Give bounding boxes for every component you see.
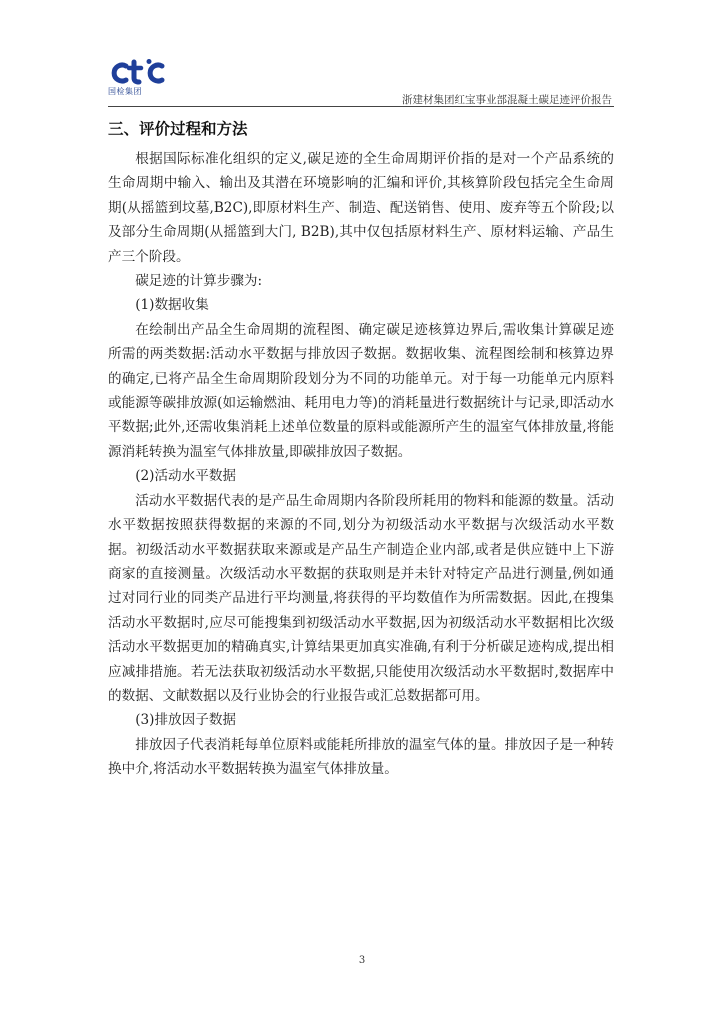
ctc-logo-icon — [108, 58, 170, 86]
document-body — [108, 117, 614, 782]
subheading-data-collection: (1)数据收集 — [135, 297, 209, 314]
report-title: 浙建材集团红宝事业部混凝土碳足迹评价报告 — [402, 94, 612, 106]
paragraph-definition: 根据国际标准化组织的定义,碳足迹的全生命周期评价指的是对一个产品系统的生命周期中输入、输出及其潜在环境影响的汇编和评价,其核算阶段包括完全生命周期(从摇篮到坟墓,B2C),即原材料生产、制造、配送销售、使用、废弃等五个阶段;以及部分生命周期(从摇篮到大门, B2B),其中仅包括原材料生产、原材料运输、产品生产三个阶段。 — [108, 151, 614, 265]
paragraph-activity-data: 活动水平数据代表的是产品生命周期内各阶段所耗用的物料和能源的数量。活动水平数据按照获得数据的来源的不同,划分为初级活动水平数据与次级活动水平数据。初级活动水平数据获取来源或是产品生产制造企业内部,或者是供应链中上下游商家的直接测量。次级活动水平数据的获取则是并未针对特定产品进行测量,例如通过对同行业的同类产品进行平均测量,将获得的平均数值作为所需数据。因此,在搜集活动水平数据时,应尽可能搜集到初级活动水平数据,因为初级活动水平数据相比次级活动水平数据更加的精确真实,计算结果更加真实准确,有利于分析碳足迹构成,提出相应减排措施。若无法获取初级活动水平数据,只能使用次级活动水平数据时,数据库中的数据、文献数据以及行业协会的行业报告或汇总数据都可用。 — [108, 492, 614, 704]
page-number: 3 — [358, 955, 366, 966]
subheading-emission-factor: (3)排放因子数据 — [135, 712, 237, 729]
logo-subtitle: 国检集团 — [108, 87, 142, 96]
paragraph-emission-factor: 排放因子代表消耗每单位原料或能耗所排放的温室气体的量。排放因子是一种转换中介,将活动水平数据转换为温室气体排放量。 — [108, 736, 614, 778]
company-logo — [108, 58, 178, 98]
header-divider — [108, 106, 614, 107]
paragraph-data-collection: 在绘制出产品全生命周期的流程图、确定碳足迹核算边界后,需收集计算碳足迹所需的两类数据:活动水平数据与排放因子数据。数据收集、流程图绘制和核算边界的确定,已将产品全生命周期阶段划分为不同的功能单元。对于每一功能单元内原料或能源等碳排放源(如运输燃油、耗用电力等)的消耗量进行数据统计与记录,即活动水平数据;此外,还需收集消耗上述单位数量的原料或能源所产生的温室气体排放量,将能源消耗转换为温室气体排放量,即碳排放因子数据。 — [108, 321, 614, 460]
paragraph-steps-intro: 碳足迹的计算步骤为: — [135, 273, 263, 290]
subheading-activity-data: (2)活动水平数据 — [135, 468, 237, 485]
section-heading: 三、评价过程和方法 — [108, 120, 248, 138]
